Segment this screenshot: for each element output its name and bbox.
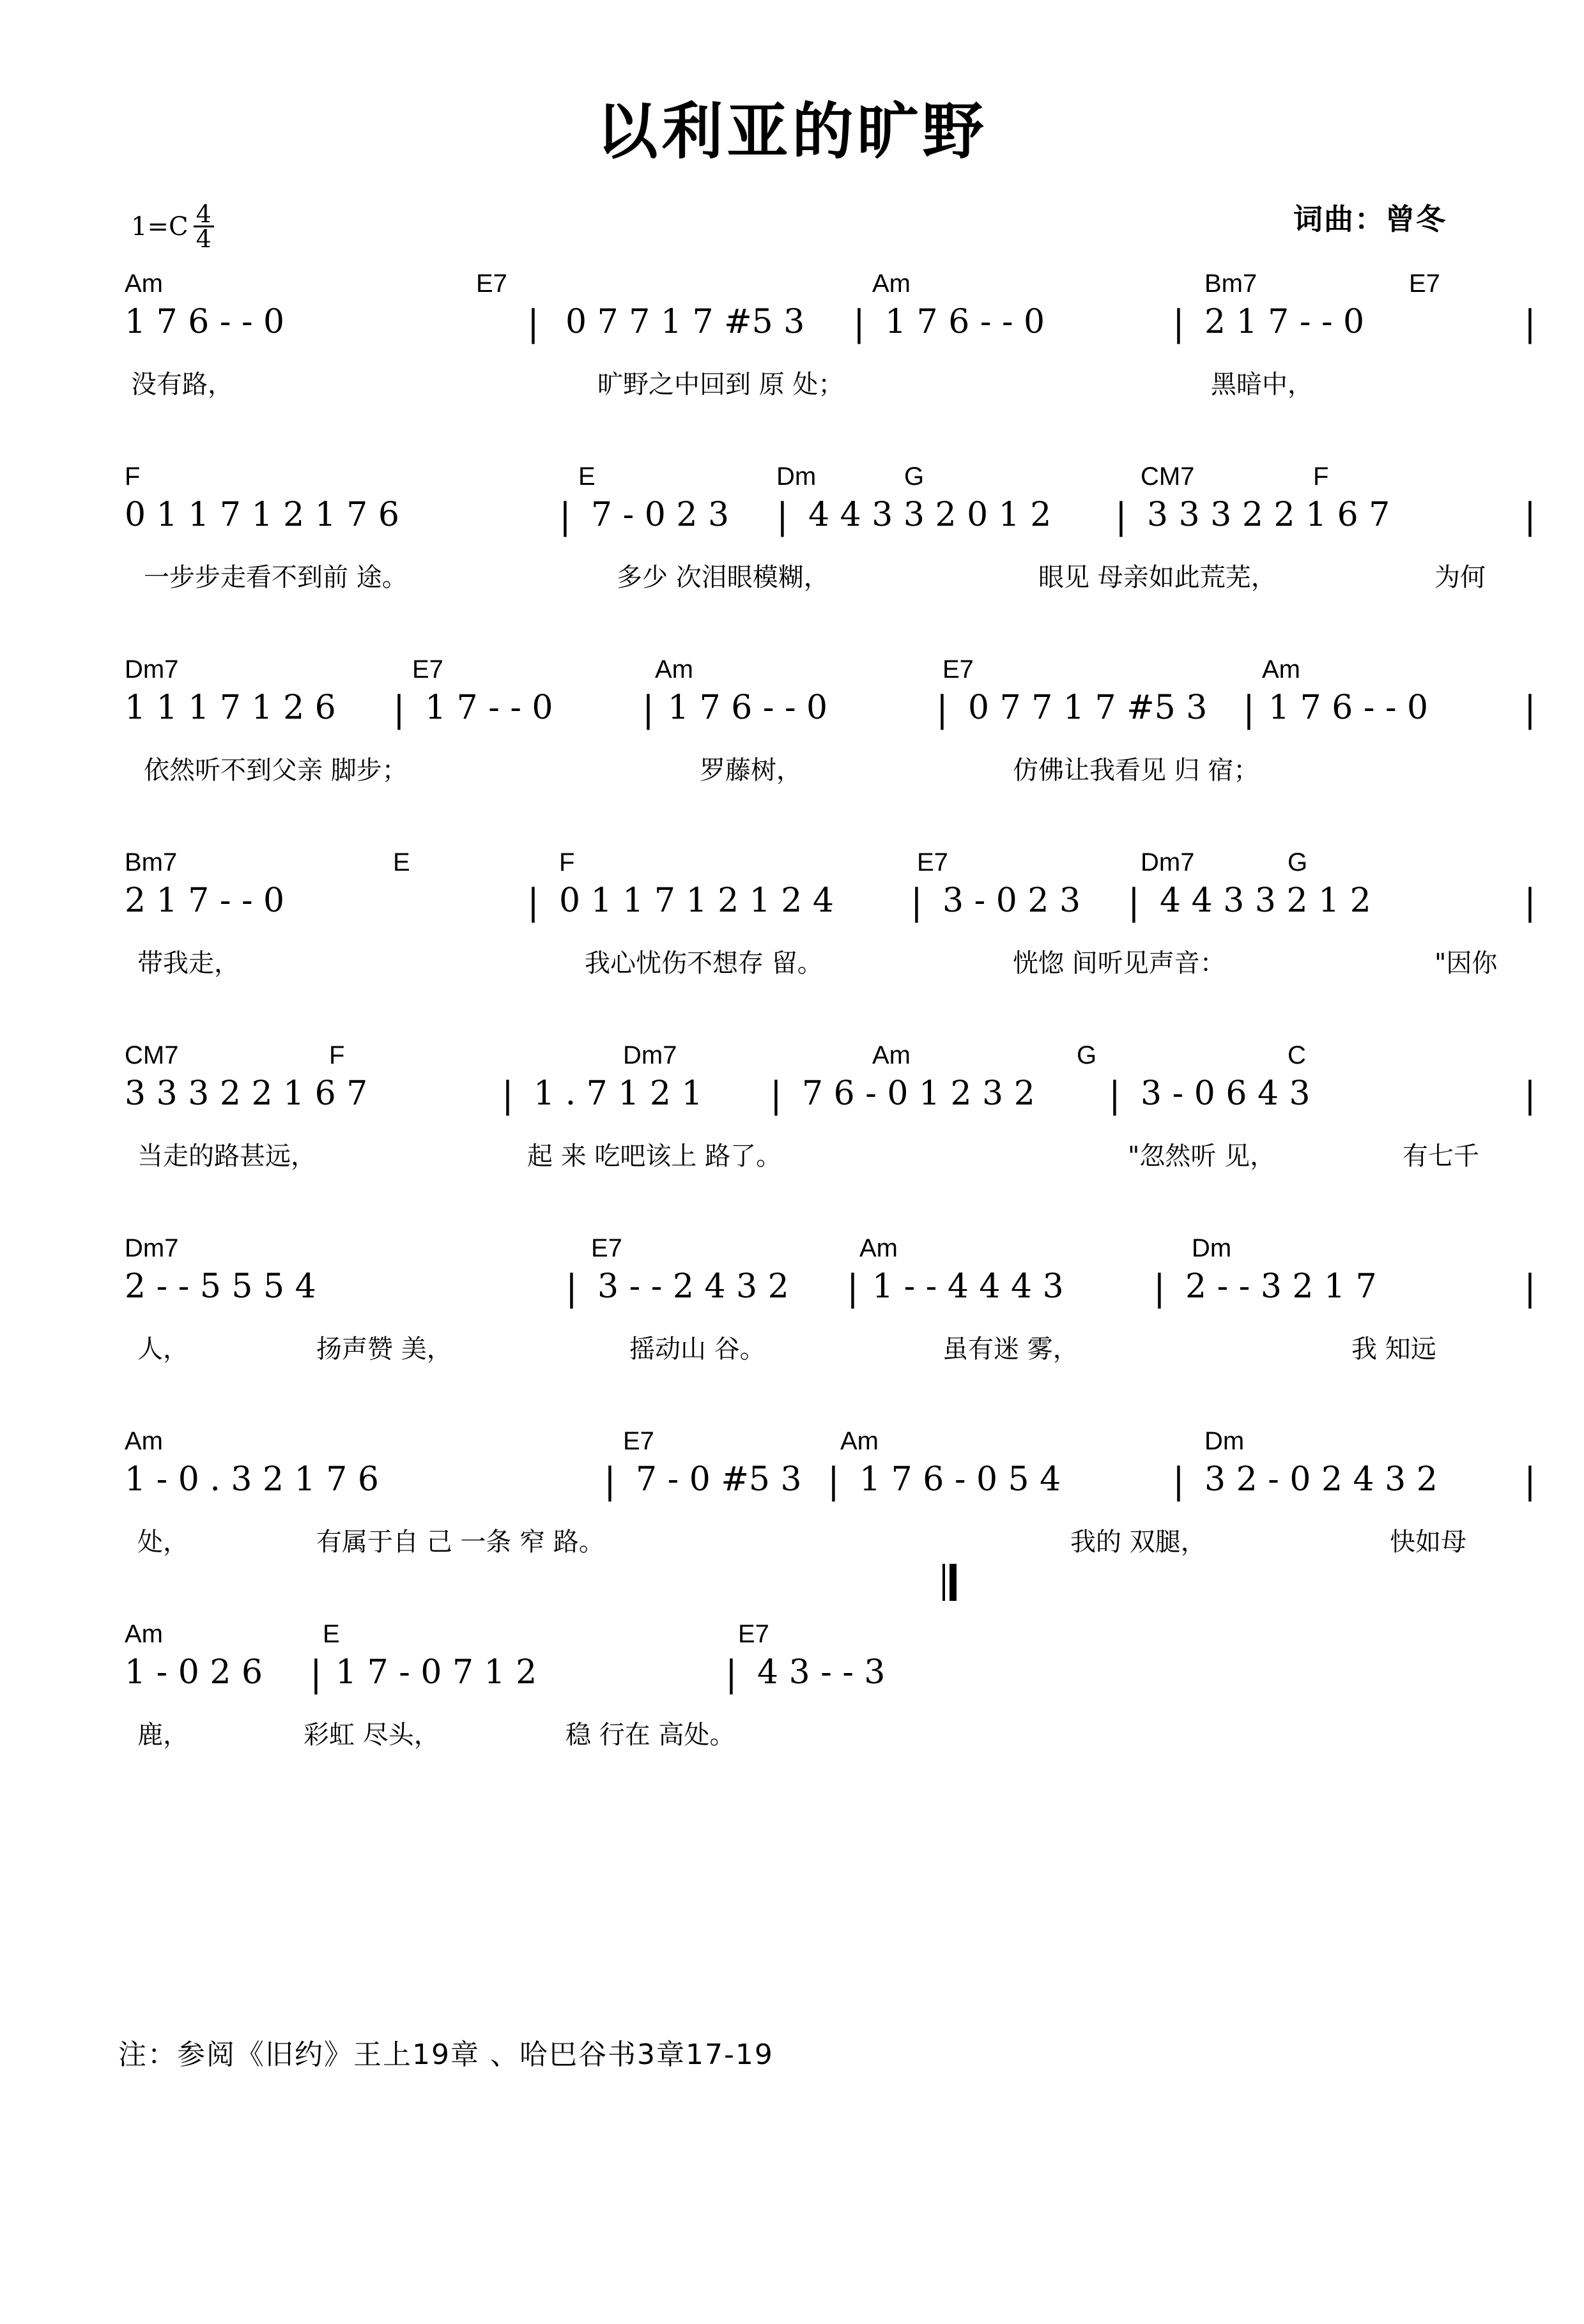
- lyric-text: 起 来 吃吧该上 路了。: [527, 1142, 782, 1171]
- lyric-text: 眼见 母亲如此荒芜，: [1038, 563, 1277, 592]
- note-group: 1 7 6 - 0 5 4: [859, 1460, 1061, 1499]
- music-system: [0, 270, 1584, 417]
- lyric-line: [0, 1329, 1584, 1373]
- chord-symbol: Dm7: [1141, 848, 1195, 876]
- barline: |: [847, 1267, 859, 1309]
- meta-row: [0, 196, 1584, 254]
- chord-symbol: G: [904, 463, 925, 491]
- notation-line: [0, 303, 1584, 364]
- chord-symbol: E: [578, 463, 596, 491]
- chord-symbol: Dm7: [623, 1041, 677, 1069]
- lyric-text: 有属于自 己 一条 窄 路。: [316, 1527, 604, 1557]
- note-group: 1 - 0 . 3 2 1 7 6: [125, 1460, 379, 1499]
- notation-line: [0, 1074, 1584, 1136]
- lyric-line: [0, 1522, 1584, 1566]
- chord-symbol: F: [559, 848, 575, 876]
- barline: |: [393, 689, 405, 730]
- chord-symbol: Am: [125, 270, 163, 298]
- chord-symbol: Am: [872, 270, 911, 298]
- chord-symbol: E7: [591, 1234, 622, 1262]
- chord-symbol: Bm7: [1204, 270, 1257, 298]
- lyric-line: [0, 943, 1584, 988]
- note-group: 7 6 - 0 1 2 3 2: [802, 1074, 1035, 1113]
- music-system: [0, 1234, 1584, 1381]
- chord-symbol: CM7: [1141, 463, 1195, 491]
- barline: |: [1524, 1460, 1536, 1502]
- music-system: [0, 1427, 1584, 1574]
- note-group: 1 - - 4 4 4 3: [872, 1267, 1064, 1306]
- music-system: [0, 655, 1584, 802]
- note-group: 1 . 7 1 2 1: [534, 1074, 703, 1113]
- chord-symbol: Am: [840, 1427, 879, 1455]
- lyric-line: [0, 557, 1584, 602]
- chord-symbol: E7: [623, 1427, 654, 1455]
- time-signature-denominator: 4: [196, 225, 211, 254]
- barline: |: [527, 882, 539, 923]
- time-signature: [194, 200, 214, 254]
- note-group: 3 3 3 2 2 1 6 7: [125, 1074, 368, 1113]
- final-barline: [942, 1564, 955, 1601]
- note-group: 2 - - 5 5 5 4: [125, 1267, 316, 1306]
- note-group: 0 1 1 7 1 2 1 7 6: [125, 496, 399, 534]
- chord-symbol: E: [323, 1620, 340, 1648]
- note-group: 3 - - 2 4 3 2: [597, 1267, 789, 1306]
- time-signature-numerator: 4: [194, 203, 214, 227]
- chord-line: [0, 848, 1584, 882]
- chord-line: [0, 1427, 1584, 1460]
- note-group: 1 - 0 2 6: [125, 1653, 263, 1692]
- lyric-text: "因你: [1434, 949, 1498, 978]
- note-group: 3 2 - 0 2 4 3 2: [1204, 1460, 1438, 1499]
- chord-symbol: E7: [917, 848, 948, 876]
- lyric-text: 为何: [1434, 563, 1486, 592]
- chord-line: [0, 1620, 1584, 1653]
- barline: |: [642, 689, 654, 730]
- chord-symbol: Am: [125, 1427, 163, 1455]
- lyric-text: 我的 双腿，: [1070, 1527, 1206, 1557]
- chord-symbol: Dm7: [125, 655, 179, 684]
- barline: |: [725, 1653, 737, 1695]
- barline: |: [604, 1460, 616, 1502]
- barline: |: [827, 1460, 840, 1502]
- lyric-text: 我 知远: [1351, 1334, 1436, 1364]
- lyric-text: 稳 行在 高处。: [565, 1720, 735, 1750]
- barline: |: [1173, 303, 1185, 344]
- note-group: 7 - 0 2 3: [591, 496, 730, 534]
- note-group: 0 7 7 1 7 #5 3: [565, 303, 805, 341]
- note-group: 2 1 7 - - 0: [1204, 303, 1365, 341]
- chord-symbol: CM7: [125, 1041, 179, 1069]
- barline: |: [1153, 1267, 1165, 1309]
- chord-symbol: F: [125, 463, 141, 491]
- note-group: 1 1 1 7 1 2 6: [125, 689, 336, 727]
- lyric-line: [0, 364, 1584, 409]
- chord-symbol: E7: [476, 270, 507, 298]
- chord-symbol: E7: [942, 655, 974, 684]
- lyric-text: 人，: [137, 1334, 188, 1364]
- note-group: 4 3 - - 3: [757, 1653, 886, 1692]
- lyric-text: 黑暗中，: [1211, 370, 1313, 399]
- notation-line: [0, 1460, 1584, 1522]
- lyric-text: 没有路，: [131, 370, 233, 399]
- notation-line: [0, 689, 1584, 750]
- note-group: 7 - 0 #5 3: [636, 1460, 802, 1499]
- barline: |: [1173, 1460, 1185, 1502]
- lyric-text: 多少 次泪眼模糊，: [617, 563, 829, 592]
- lyric-text: 我心忧伤不想存 留。: [585, 949, 823, 978]
- lyric-text: 有七千: [1403, 1142, 1479, 1171]
- chord-symbol: E7: [412, 655, 443, 684]
- barline: |: [1524, 882, 1536, 923]
- note-group: 2 - - 3 2 1 7: [1185, 1267, 1377, 1306]
- lyric-text: 罗藤树，: [700, 756, 802, 785]
- lyric-text: 一步步走看不到前 途。: [144, 563, 408, 592]
- barline: |: [770, 1074, 782, 1116]
- note-group: 3 - 0 2 3: [942, 882, 1081, 920]
- chord-symbol: C: [1288, 1041, 1306, 1069]
- lyric-text: 带我走，: [137, 949, 240, 978]
- note-group: 4 4 3 3 2 0 1 2: [808, 496, 1052, 534]
- note-group: 1 7 6 - - 0: [1268, 689, 1429, 727]
- chord-symbol: F: [329, 1041, 345, 1069]
- chord-symbol: G: [1288, 848, 1308, 876]
- lyric-text: 摇动山 谷。: [629, 1334, 765, 1364]
- chord-symbol: F: [1313, 463, 1329, 491]
- note-group: 1 7 6 - - 0: [125, 303, 285, 341]
- note-group: 1 7 6 - - 0: [885, 303, 1045, 341]
- chord-line: [0, 1041, 1584, 1074]
- note-group: 1 7 - 0 7 1 2: [335, 1653, 537, 1692]
- note-group: 0 1 1 7 1 2 1 2 4: [559, 882, 834, 920]
- lyric-text: 旷野之中回到 原 处；: [597, 370, 844, 399]
- music-system: [0, 1620, 1584, 1767]
- barline: |: [1524, 689, 1536, 730]
- chord-symbol: Am: [859, 1234, 898, 1262]
- lyric-line: [0, 750, 1584, 795]
- barline: |: [310, 1653, 322, 1695]
- page-title: 以利亚的旷野: [596, 96, 988, 167]
- lyric-text: 虽有迷 雾，: [942, 1334, 1079, 1364]
- barline: |: [502, 1074, 514, 1116]
- barline: |: [1128, 882, 1140, 923]
- key-label: 1=C: [131, 211, 188, 241]
- notation-line: [0, 496, 1584, 557]
- lyric-line: [0, 1136, 1584, 1181]
- chord-symbol: E7: [738, 1620, 769, 1648]
- barline: |: [1524, 1074, 1536, 1116]
- music-system: [0, 1041, 1584, 1188]
- lyric-line: [0, 1715, 1584, 1759]
- chord-symbol: Dm: [776, 463, 817, 491]
- lyric-text: 仿佛让我看见 归 宿；: [1013, 756, 1259, 785]
- chord-symbol: G: [1077, 1041, 1097, 1069]
- lyric-text: 鹿，: [137, 1720, 188, 1750]
- barline: |: [1524, 303, 1536, 344]
- notation-line: [0, 1653, 1584, 1715]
- music-system: [0, 463, 1584, 609]
- lyric-text: 快如母: [1390, 1527, 1466, 1557]
- note-group: 4 4 3 3 2 1 2: [1160, 882, 1371, 920]
- composer-credit: 词曲：曾冬: [1293, 202, 1447, 236]
- key-signature: [131, 200, 214, 254]
- barline: |: [936, 689, 948, 730]
- chord-symbol: Bm7: [125, 848, 178, 876]
- lyric-text: 当走的路甚远，: [137, 1142, 316, 1171]
- music-systems: [0, 270, 1584, 1767]
- chord-symbol: E: [393, 848, 410, 876]
- chord-symbol: Dm: [1204, 1427, 1245, 1455]
- barline: |: [1115, 496, 1127, 537]
- chord-symbol: E7: [1409, 270, 1440, 298]
- barline: |: [565, 1267, 578, 1309]
- chord-symbol: Am: [1262, 655, 1300, 684]
- chord-line: [0, 270, 1584, 303]
- chord-symbol: Am: [125, 1620, 163, 1648]
- barline: |: [559, 496, 571, 537]
- note-group: 3 3 3 2 2 1 6 7: [1147, 496, 1390, 534]
- notation-line: [0, 1267, 1584, 1329]
- chord-line: [0, 655, 1584, 689]
- note-group: 0 7 7 1 7 #5 3: [968, 689, 1208, 727]
- barline: |: [527, 303, 539, 344]
- note-group: 1 7 6 - - 0: [668, 689, 828, 727]
- lyric-text: 彩虹 尽头，: [304, 1720, 440, 1750]
- note-group: 2 1 7 - - 0: [125, 882, 285, 920]
- chord-symbol: Dm: [1192, 1234, 1232, 1262]
- chord-symbol: Am: [872, 1041, 911, 1069]
- note-group: 3 - 0 6 4 3: [1141, 1074, 1311, 1113]
- barline: |: [1243, 689, 1255, 730]
- chord-symbol: Am: [655, 655, 693, 684]
- lyric-text: 依然听不到父亲 脚步；: [144, 756, 408, 785]
- barline: |: [1524, 1267, 1536, 1309]
- sheet-music-page: [0, 83, 1584, 2324]
- notation-line: [0, 882, 1584, 943]
- chord-symbol: Dm7: [125, 1234, 179, 1262]
- footnote: 注：参阅《旧约》王上19章 、哈巴谷书3章17-19: [118, 2038, 774, 2071]
- lyric-text: 恍惚 间听见声音：: [1013, 949, 1226, 978]
- barline: |: [911, 882, 923, 923]
- music-system: [0, 848, 1584, 995]
- barline: |: [1524, 496, 1536, 537]
- lyric-text: "忽然听 见，: [1128, 1142, 1276, 1171]
- lyric-text: 扬声赞 美，: [316, 1334, 452, 1364]
- chord-line: [0, 463, 1584, 496]
- barline: |: [853, 303, 865, 344]
- barline: |: [1109, 1074, 1121, 1116]
- lyric-text: 处，: [137, 1527, 188, 1557]
- note-group: 1 7 - - 0: [425, 689, 553, 727]
- barline: |: [776, 496, 788, 537]
- chord-line: [0, 1234, 1584, 1267]
